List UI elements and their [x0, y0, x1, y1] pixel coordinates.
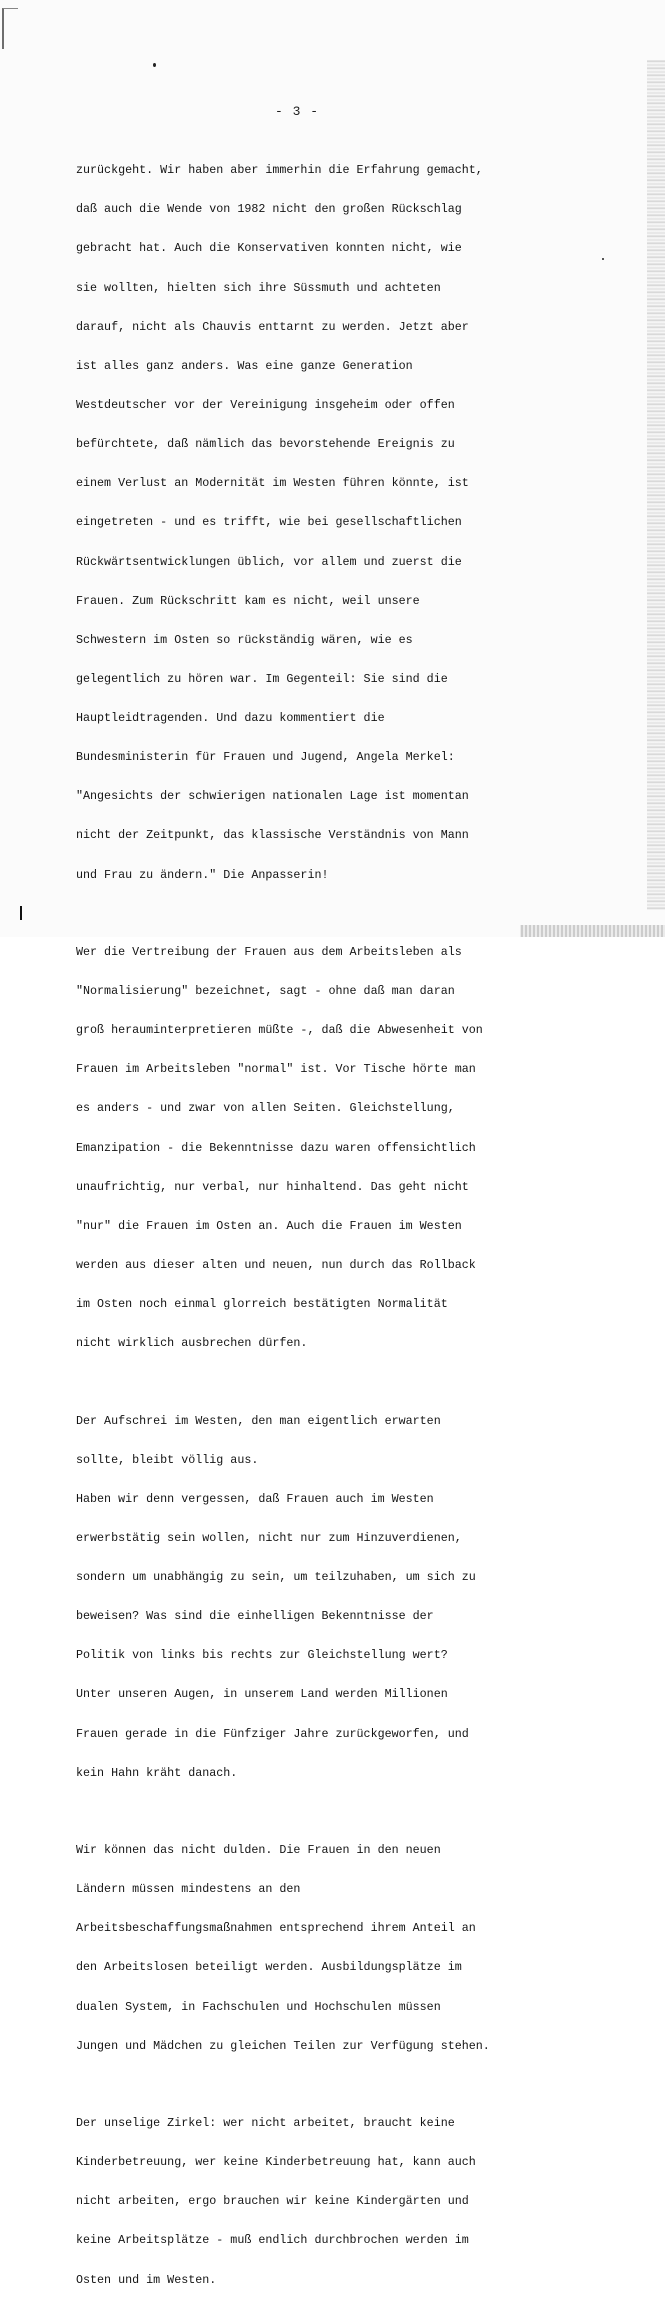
- text-line: einem Verlust an Modernität im Westen führen könnte, ist: [76, 476, 469, 491]
- text-line: gelegentlich zu hören war. Im Gegenteil: Sie sind die: [76, 671, 448, 686]
- text-line: Frauen gerade in die Fünfziger Jahre zurückgeworfen, und: [76, 1726, 469, 1741]
- scan-corner-artifact: [2, 8, 18, 49]
- text-line: daß auch die Wende von 1982 nicht den großen Rückschlag: [76, 202, 462, 217]
- text-line: sondern um unabhängig zu sein, um teilzuhaben, um sich zu: [76, 1570, 476, 1585]
- text-line: "Normalisierung" bezeichnet, sagt - ohne daß man daran: [76, 984, 455, 998]
- text-line: keine Arbeitsplätze - muß endlich durchbrochen werden im: [76, 2233, 469, 2248]
- text-line: sollte, bleibt völlig aus.: [76, 1452, 259, 1467]
- text-line: werden aus dieser alten und neuen, nun durch das Rollback: [76, 1257, 476, 1272]
- text-line: Hauptleidtragenden. Und dazu kommentiert die: [76, 711, 385, 726]
- text-line: darauf, nicht als Chauvis enttarnt zu werden. Jetzt aber: [76, 319, 469, 334]
- paragraph: [76, 1388, 646, 1806]
- text-line: Frauen im Arbeitsleben "normal" ist. Vor Tische hörte man: [76, 1062, 476, 1077]
- text-line: dualen System, in Fachschulen und Hochschulen müssen: [76, 1999, 441, 2014]
- text-line: und Frau zu ändern." Die Anpasserin!: [76, 867, 329, 882]
- text-line: Der unselige Zirkel: wer nicht arbeitet, braucht keine: [76, 2115, 455, 2130]
- text-line: Westdeutscher vor der Vereinigung insgeheim oder offen: [76, 397, 455, 412]
- text-line: Schwestern im Osten so rückständig wären, wie es: [76, 632, 413, 647]
- text-line: sie wollten, hielten sich ihre Süssmuth und achteten: [76, 280, 441, 295]
- text-line: kein Hahn kräht danach.: [76, 1765, 238, 1780]
- paragraph: [76, 1818, 646, 2079]
- text-line: "nur" die Frauen im Osten an. Auch die Frauen im Westen: [76, 1218, 462, 1233]
- body-text: [76, 138, 646, 2313]
- text-line: Bundesministerin für Frauen und Jugend, Angela Merkel:: [76, 750, 455, 765]
- text-line: den Arbeitslosen beteiligt werden. Ausbildungsplätze im: [76, 1960, 462, 1975]
- text-line: Ländern müssen mindestens an den: [76, 1882, 301, 1897]
- text-line: groß herauminterpretieren müßte -, daß die Abwesenheit von: [76, 1023, 483, 1038]
- scan-left-tick: [20, 906, 22, 920]
- text-line: Wir können das nicht dulden. Die Frauen in den neuen: [76, 1843, 441, 1857]
- text-line: Der Aufschrei im Westen, den man eigentlich erwarten: [76, 1413, 441, 1428]
- page-number: - 3 -: [275, 104, 320, 119]
- paragraph: [76, 920, 646, 1377]
- text-line: beweisen? Was sind die einhelligen Bekenntnisse der: [76, 1609, 434, 1624]
- text-line: Politik von links bis rechts zur Gleichstellung wert?: [76, 1648, 448, 1663]
- text-line: eingetreten - und es trifft, wie bei gesellschaftlichen: [76, 515, 462, 530]
- paragraph: [76, 2091, 646, 2313]
- text-line: erwerbstätig sein wollen, nicht nur zum Hinzuverdienen,: [76, 1530, 462, 1545]
- scan-speck: [153, 63, 156, 67]
- text-line: zurückgeht. Wir haben aber immerhin die Erfahrung gemacht,: [76, 163, 483, 178]
- text-line: Frauen. Zum Rückschritt kam es nicht, weil unsere: [76, 593, 420, 608]
- scan-edge-noise: [647, 60, 665, 910]
- text-line: Kinderbetreuung, wer keine Kinderbetreuung hat, kann auch: [76, 2155, 476, 2170]
- text-line: gebracht hat. Auch die Konservativen konnten nicht, wie: [76, 241, 462, 256]
- text-line: Arbeitsbeschaffungsmaßnahmen entsprechend ihrem Anteil an: [76, 1921, 476, 1936]
- text-line: im Osten noch einmal glorreich bestätigten Normalität: [76, 1297, 448, 1312]
- paragraph: [76, 138, 646, 908]
- text-line: es anders - und zwar von allen Seiten. Gleichstellung,: [76, 1101, 455, 1116]
- text-line: Unter unseren Augen, in unserem Land werden Millionen: [76, 1687, 448, 1702]
- text-line: Haben wir denn vergessen, daß Frauen auch im Westen: [76, 1491, 434, 1506]
- text-line: "Angesichts der schwierigen nationalen Lage ist momentan: [76, 789, 469, 804]
- text-line: Jungen und Mädchen zu gleichen Teilen zur Verfügung stehen.: [76, 2038, 490, 2053]
- text-line: Osten und im Westen.: [76, 2272, 217, 2287]
- text-line: nicht der Zeitpunkt, das klassische Verständnis von Mann: [76, 828, 469, 843]
- text-line: Emanzipation - die Bekenntnisse dazu waren offensichtlich: [76, 1140, 476, 1155]
- text-line: nicht wirklich ausbrechen dürfen.: [76, 1336, 308, 1351]
- text-line: unaufrichtig, nur verbal, nur hinhaltend. Das geht nicht: [76, 1179, 469, 1194]
- text-line: ist alles ganz anders. Was eine ganze Generation: [76, 358, 413, 373]
- text-line: nicht arbeiten, ergo brauchen wir keine Kindergärten und: [76, 2194, 469, 2209]
- text-line: befürchtete, daß nämlich das bevorstehende Ereignis zu: [76, 437, 455, 452]
- text-line: Rückwärtsentwicklungen üblich, vor allem und zuerst die: [76, 554, 462, 569]
- text-line: Wer die Vertreibung der Frauen aus dem Arbeitsleben als: [76, 944, 462, 959]
